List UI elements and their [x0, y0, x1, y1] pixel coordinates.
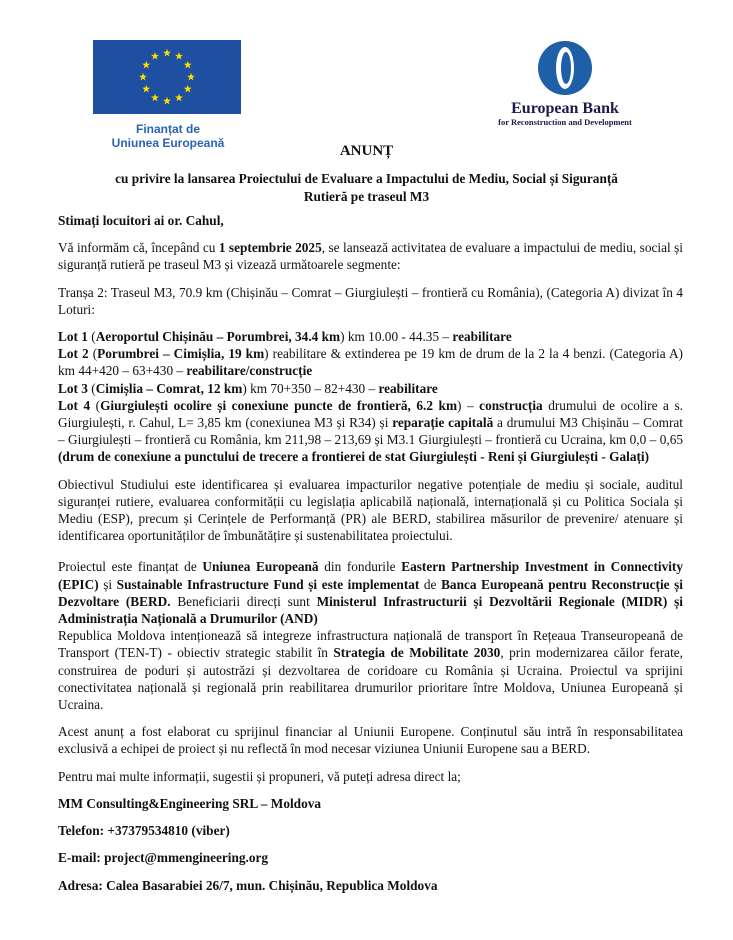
lot-2: Lot 2 (Porumbrei – Cimișlia, 19 km) reabilitare & extinderea pe 19 km de drum de la 2 la 4 benzi. (Categoria A) km 44+420 – 63+430 – reabilitare/construcție [58, 346, 683, 379]
ebrd-name: European Bank [511, 100, 619, 117]
intro-paragraph: Vă informăm că, începând cu 1 septembrie 2025, se lansează activitatea de evaluare a impactului de mediu, social și siguranță rutieră pe traseul M3 și vizează următoarele segmente: [58, 240, 683, 273]
announcement-body [58, 212, 683, 894]
contact-address: Adresa: Calea Basarabiei 26/7, mun. Chișinău, Republica Moldova [58, 877, 438, 893]
contact-email: E-mail: project@mmengineering.org [58, 850, 269, 866]
ebrd-subtitle: for Reconstruction and Development [498, 117, 632, 127]
eu-logo [93, 40, 243, 150]
lot-4: Lot 4 (Giurgiulești ocolire și conexiune puncte de frontieră, 6.2 km) – construcția drumului de ocolire a s. Giurgiulești, r. Cahul, L= 3,85 km (conexiunea M3 și R34) și reparație capitală a drumului M3 Chișinău – Comrat – Giurgiulești – frontieră cu România, km 211,98 – 213,69 și M3.1 Giurgiulești – frontieră cu Ucraina, km 0,0 – 0,65 (drum de conexiune a punctului de trecere a frontierei de stat Giurgiulești - Reni și Giurgiulești - Galați) [58, 397, 683, 465]
eu-caption-line2: Uniunea Europeană [111, 136, 225, 150]
lot-1: Lot 1 (Aeroportul Chișinău – Porumbrei, 34.4 km) km 10.00 - 44.35 – reabilitare [58, 329, 512, 345]
disclaimer-paragraph: Acest anunț a fost elaborat cu sprijinul financiar al Uniunii Europene. Conținutul său intră în responsabilitatea exclusivă a echipei de proiect și nu reflectă în mod necesar viziunea Uniunii Europene sau a BERD. [58, 724, 683, 757]
eu-flag-icon [93, 40, 241, 114]
lot-3: Lot 3 (Cimișlia – Comrat, 12 km) km 70+350 – 82+430 – reabilitare [58, 380, 438, 396]
contact-phone: Telefon: +37379534810 (viber) [58, 823, 230, 839]
ebrd-globe-icon [537, 40, 593, 96]
funding-paragraph: Proiectul este finanțat de Uniunea Europeană din fondurile Eastern Partnership Investment in Connectivity (EPIC) și Sustainable Infrastructure Fund și este implementat de Banca Europeană pentru Reconstrucție și Dezvoltare (BERD. Beneficiarii direcți sunt Ministerul Infrastructurii și Dezvoltării Regionale (MIDR) și Administrația Națională a Drumurilor (AND) [58, 559, 684, 627]
moldova-paragraph: Republica Moldova intenționează să integreze infrastructura națională de transport în Rețeaua Transeuropeană de Transport (TEN-T) - obiectiv strategic stabilit în Strategia de Mobilitate 2030, prin modernizarea căilor ferate, construirea de poduri și autostrăzi și dezvoltarea de coridoare cu România și Ucraina. Proiectul va sprijini conectivitatea națională și regională prin reabilitarea drumurilor prioritare între Moldova, Uniunea Europeană și Ucraina. [58, 628, 683, 713]
eu-caption-line1: Finanțat de [135, 122, 200, 136]
page-subtitle: cu privire la lansarea Proiectului de Evaluare a Impactului de Mediu, Social și Siguranță Rutieră pe traseul M3 [115, 171, 618, 204]
page-title: ANUNȚ [339, 143, 394, 159]
contact-company: MM Consulting&Engineering SRL – Moldova [58, 795, 322, 811]
objective-paragraph: Obiectivul Studiului este identificarea și evaluarea impacturilor negative potențiale de mediu și sociale, auditul siguranței rutiere, evaluarea conformității cu legislația aplicabilă națională, internațională și cu Politica Sociala și Mediu (ESP), precum și Cerințele de Performanță (PR) ale BERD, stabilirea măsurilor de prevenire/ atenuare și identificarea oportunităților de îmbunătățire și sustenabilitatea proiectului. [58, 476, 683, 544]
ebrd-logo [470, 40, 660, 127]
greeting: Stimați locuitori ai or. Cahul, [58, 213, 224, 228]
contact-intro: Pentru mai multe informații, sugestii și propuneri, vă puteți adresa direct la; [58, 768, 461, 784]
transa-paragraph: Tranșa 2: Traseul M3, 70.9 km (Chișinău – Comrat – Giurgiulești – frontieră cu România), (Categoria A) divizat în 4 Loturi: [58, 284, 683, 317]
